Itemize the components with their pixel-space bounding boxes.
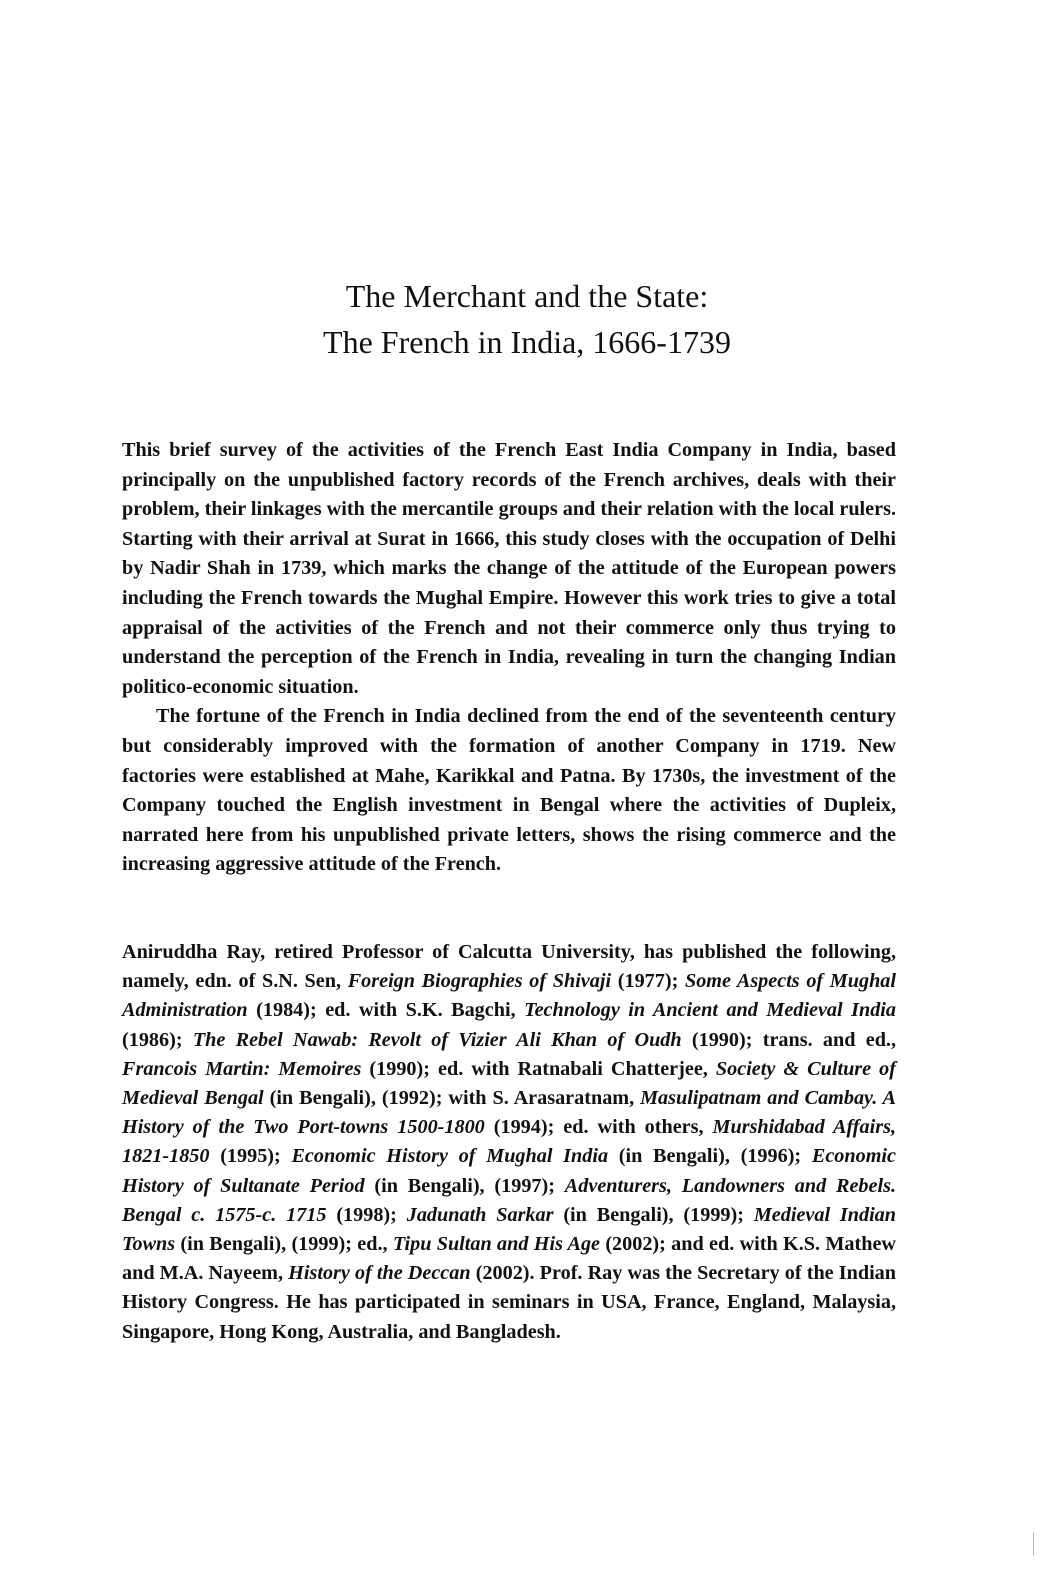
book-title: Adventurers, Landowners and Rebels. Bengal c. 1575-c. 1715 xyxy=(122,1174,896,1226)
book-title: Society & Culture of Medieval Bengal xyxy=(122,1057,897,1110)
bio-text: (in Bengali), (1997); xyxy=(364,1174,565,1197)
book-title: Economic History of Mughal India xyxy=(291,1145,609,1168)
book-title: Economic History of Sultanate Period xyxy=(122,1145,896,1197)
bio-text: (1984); ed. with S.K. Bagchi, xyxy=(247,999,525,1022)
bio-text: (2002). Prof. Ray was the Secretary of the Indian History Congress. He has participated in seminars in USA, France, England, Malaysia, Singapore, Hong Kong, Australia, and Bangladesh. xyxy=(122,1262,896,1343)
description-paragraph-2: The fortune of the French in India declined from the end of the seventeenth century but considerably improved with the formation of another Company in 1719. New factories were established at Mahe, Karikkal and Patna. By 1730s, the investment of the Company touched the English investment in Bengal where the activities of Dupleix, narrated here from his unpublished private letters, shows the rising commerce and the increasing aggressive attitude of the French. xyxy=(122,705,896,876)
book-title: Medieval Indian Towns xyxy=(122,1203,897,1256)
bio-text: (in Bengali), (1999); ed., xyxy=(175,1233,393,1256)
book-title: Foreign Biographies of Shivaji xyxy=(347,970,612,993)
book-title: Some Aspects of Mughal Administration xyxy=(122,970,897,1022)
bio-text: (in Bengali), (1996); xyxy=(608,1145,812,1168)
bio-text: (in Bengali), (1992); with S. Arasaratnam, xyxy=(263,1087,641,1110)
bio-text: (2002); and ed. with K.S. Mathew and M.A. Nayeem, xyxy=(122,1233,897,1285)
author-biography xyxy=(122,938,896,1347)
bio-text: (1977); xyxy=(611,970,685,993)
title-line-2: The French in India, 1666-1739 xyxy=(323,324,731,360)
description-paragraph-1: This brief survey of the activities of the French East India Company in India, based principally on the unpublished factory records of the French archives, deals with their problem, their linkages with the mercantile groups and their relation with the local rulers. Starting with their arrival at Surat in 1666, this study closes with the occupation of Delhi by Nadir Shah in 1739, which marks the change of the attitude of the European powers including the French towards the Mughal Empire. However this work tries to give a total appraisal of the activities of the French and not their commerce only thus trying to understand the perception of the French in India, revealing in turn the changing Indian politico-economic situation. xyxy=(122,439,896,698)
bio-text: (1986); xyxy=(122,1028,193,1051)
bio-text: (in Bengali), (1999); xyxy=(553,1203,754,1226)
book-title: Tipu Sultan and His Age xyxy=(392,1233,601,1256)
book-title: The Rebel Nawab: Revolt of Vizier Ali Khan of Oudh xyxy=(192,1028,682,1051)
page-title xyxy=(0,273,1054,365)
biography-paragraph xyxy=(122,938,896,1347)
book-title: Technology in Ancient and Medieval India xyxy=(524,999,896,1022)
book-description xyxy=(122,436,896,880)
title-line-1: The Merchant and the State: xyxy=(345,278,709,314)
bio-text: (1998); xyxy=(326,1203,407,1226)
bio-text: (1990); ed. with Ratnabali Chatterjee, xyxy=(361,1057,716,1080)
bio-text: (1994); ed. with others, xyxy=(484,1116,713,1139)
book-title: Murshidabad Affairs, 1821-1850 xyxy=(122,1116,896,1168)
book-title: Masulipatnam and Cambay. A History of the Two Port-towns 1500-1800 xyxy=(122,1087,896,1139)
scroll-indicator xyxy=(1033,1532,1034,1556)
bio-text: (1990); trans. and ed., xyxy=(681,1028,897,1051)
book-title: Jadunath Sarkar xyxy=(406,1203,554,1226)
bio-text: Aniruddha Ray, retired Professor of Calcutta University, has published the following, namely, edn. of S.N. Sen, xyxy=(122,941,896,993)
book-title: History of the Deccan xyxy=(288,1262,471,1285)
book-title: Francois Martin: Memoires xyxy=(122,1057,362,1080)
bio-text: (1995); xyxy=(209,1145,292,1168)
